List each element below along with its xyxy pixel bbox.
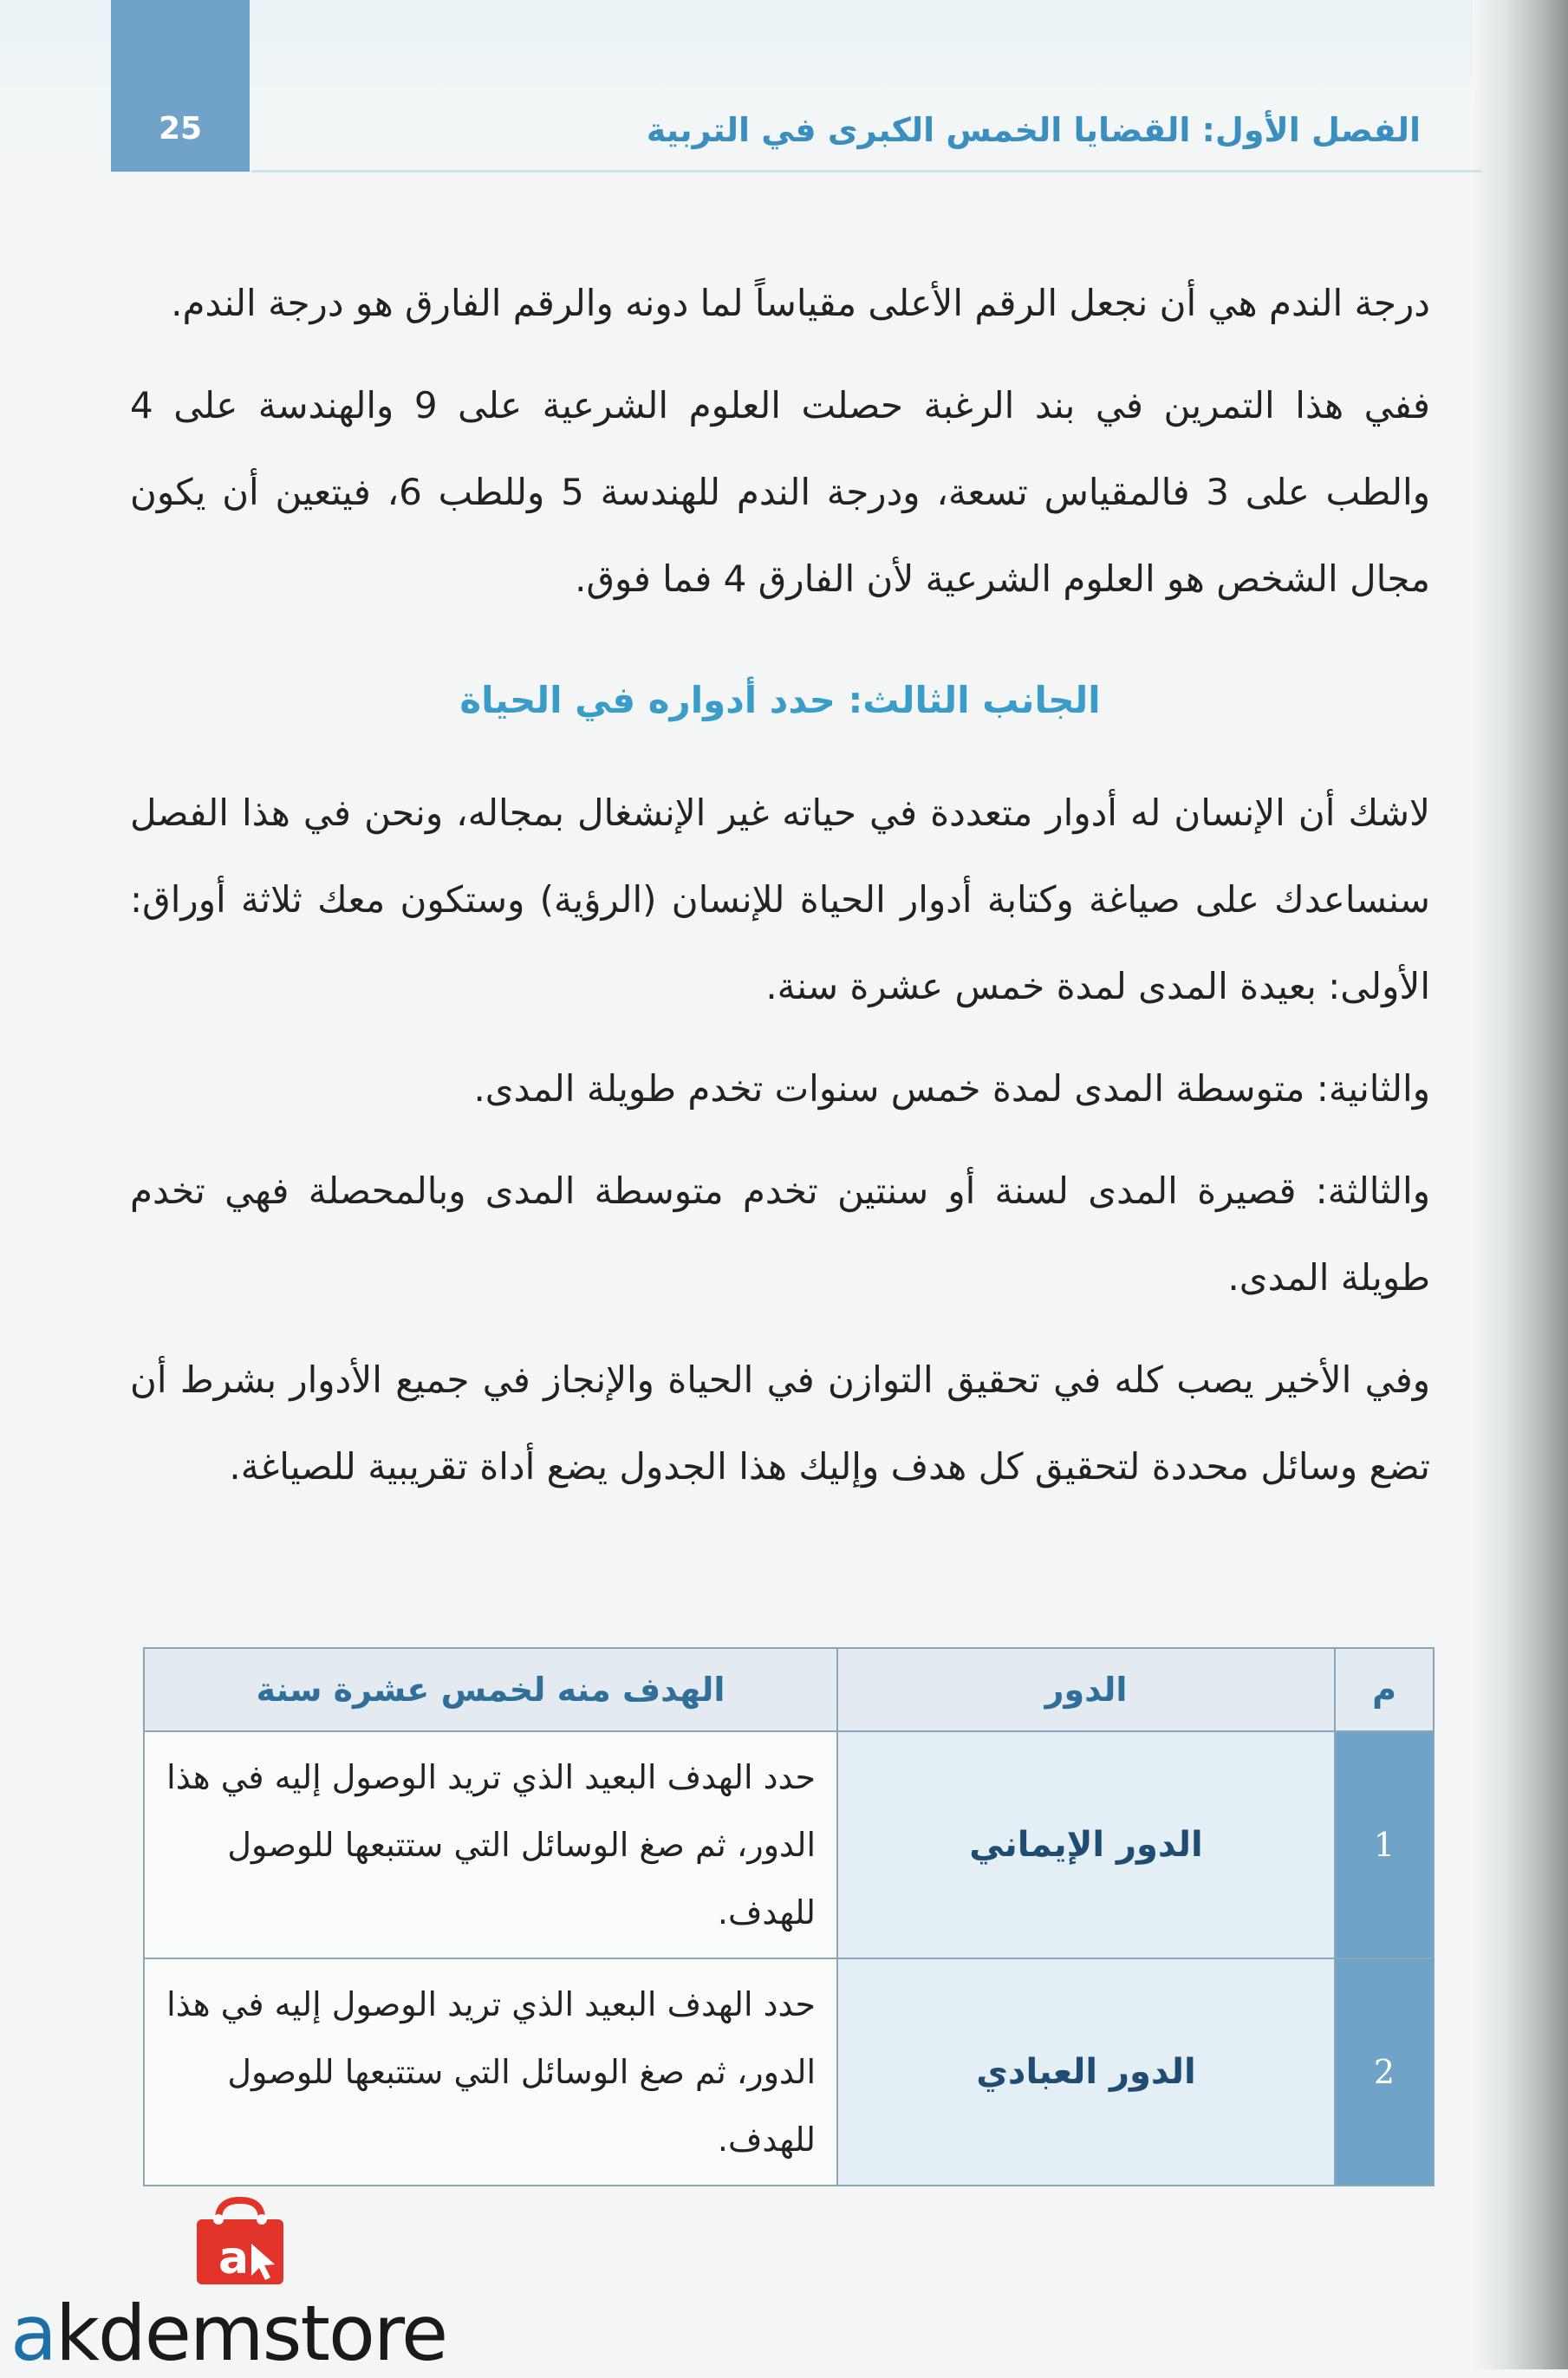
page-number-box <box>111 0 250 172</box>
row-goal: حدد الهدف البعيد الذي تريد الوصول إليه في هذا الدور، ثم صغ الوسائل التي ستتبعها للوصول للهدف. <box>144 1731 837 1958</box>
brand-name: akdemstore <box>10 2289 447 2378</box>
paragraph-third-sheet: والثالثة: قصيرة المدى لسنة أو سنتين تخدم متوسطة المدى وبالمحصلة فهي تخدم طويلة المدى. <box>130 1169 1430 1299</box>
paragraph-life-roles: لاشك أن الإنسان له أدوار متعددة في حياته غير الإنشغال بمجاله، ونحن في هذا الفصل سنساعدك على صياغة وكتابة أدوار الحياة للإنسان (الرؤية) وستكون معك ثلاثة أوراق: الأولى: بعيدة المدى لمدة خمس عشرة سنة. <box>130 792 1430 1007</box>
shopping-bag-icon <box>184 2193 296 2289</box>
paragraph-exercise-example: ففي هذا التمرين في بند الرغبة حصلت العلوم الشرعية على 9 والهندسة على 4 والطب على 3 فالمقياس تسعة، ودرجة الندم للهندسة 5 وللطب 6، فيتعين أن يكون مجال الشخص هو العلوم الشرعية لأن الفارق 4 فما فوق. <box>130 384 1431 600</box>
roles-table <box>143 1647 1435 2186</box>
table-header-row <box>144 1648 1434 1731</box>
header-number: م <box>1335 1648 1434 1731</box>
row-number: 2 <box>1335 1958 1434 2186</box>
page-binding-shadow <box>1473 0 1568 2369</box>
table-row <box>144 1731 1434 1958</box>
header-role: الدور <box>837 1648 1335 1731</box>
row-role: الدور الإيماني <box>837 1731 1335 1958</box>
paragraph-balance: وفي الأخير يصب كله في تحقيق التوازن في الحياة والإنجاز في جميع الأدوار بشرط أن تضع وسائل محددة لتحقيق كل هدف وإليك هذا الجدول يضع أداة تقريبية للصياغة. <box>130 1358 1430 1488</box>
row-goal: حدد الهدف البعيد الذي تريد الوصول إليه في هذا الدور، ثم صغ الوسائل التي ستتبعها للوصول للهدف. <box>144 1958 837 2186</box>
page-number: 25 <box>158 111 203 147</box>
table-row <box>144 1958 1434 2186</box>
header-rule <box>251 170 1482 173</box>
chapter-title: الفصل الأول: القضايا الخمس الكبرى في التربية <box>646 111 1421 149</box>
row-number: 1 <box>1335 1731 1434 1958</box>
svg-text:a: a <box>218 2232 250 2284</box>
row-role: الدور العبادي <box>837 1958 1335 2186</box>
section-heading: الجانب الثالث: حدد أدواره في الحياة <box>459 679 1101 721</box>
paragraph-regret-degree: درجة الندم هي أن نجعل الرقم الأعلى مقياساً لما دونه والرقم الفارق هو درجة الندم. <box>171 282 1430 324</box>
paragraph-second-sheet: والثانية: متوسطة المدى لمدة خمس سنوات تخدم طويلة المدى. <box>473 1067 1430 1110</box>
header-goal: الهدف منه لخمس عشرة سنة <box>144 1648 837 1731</box>
akdemstore-watermark <box>10 2193 461 2378</box>
page-body <box>130 260 1430 1526</box>
